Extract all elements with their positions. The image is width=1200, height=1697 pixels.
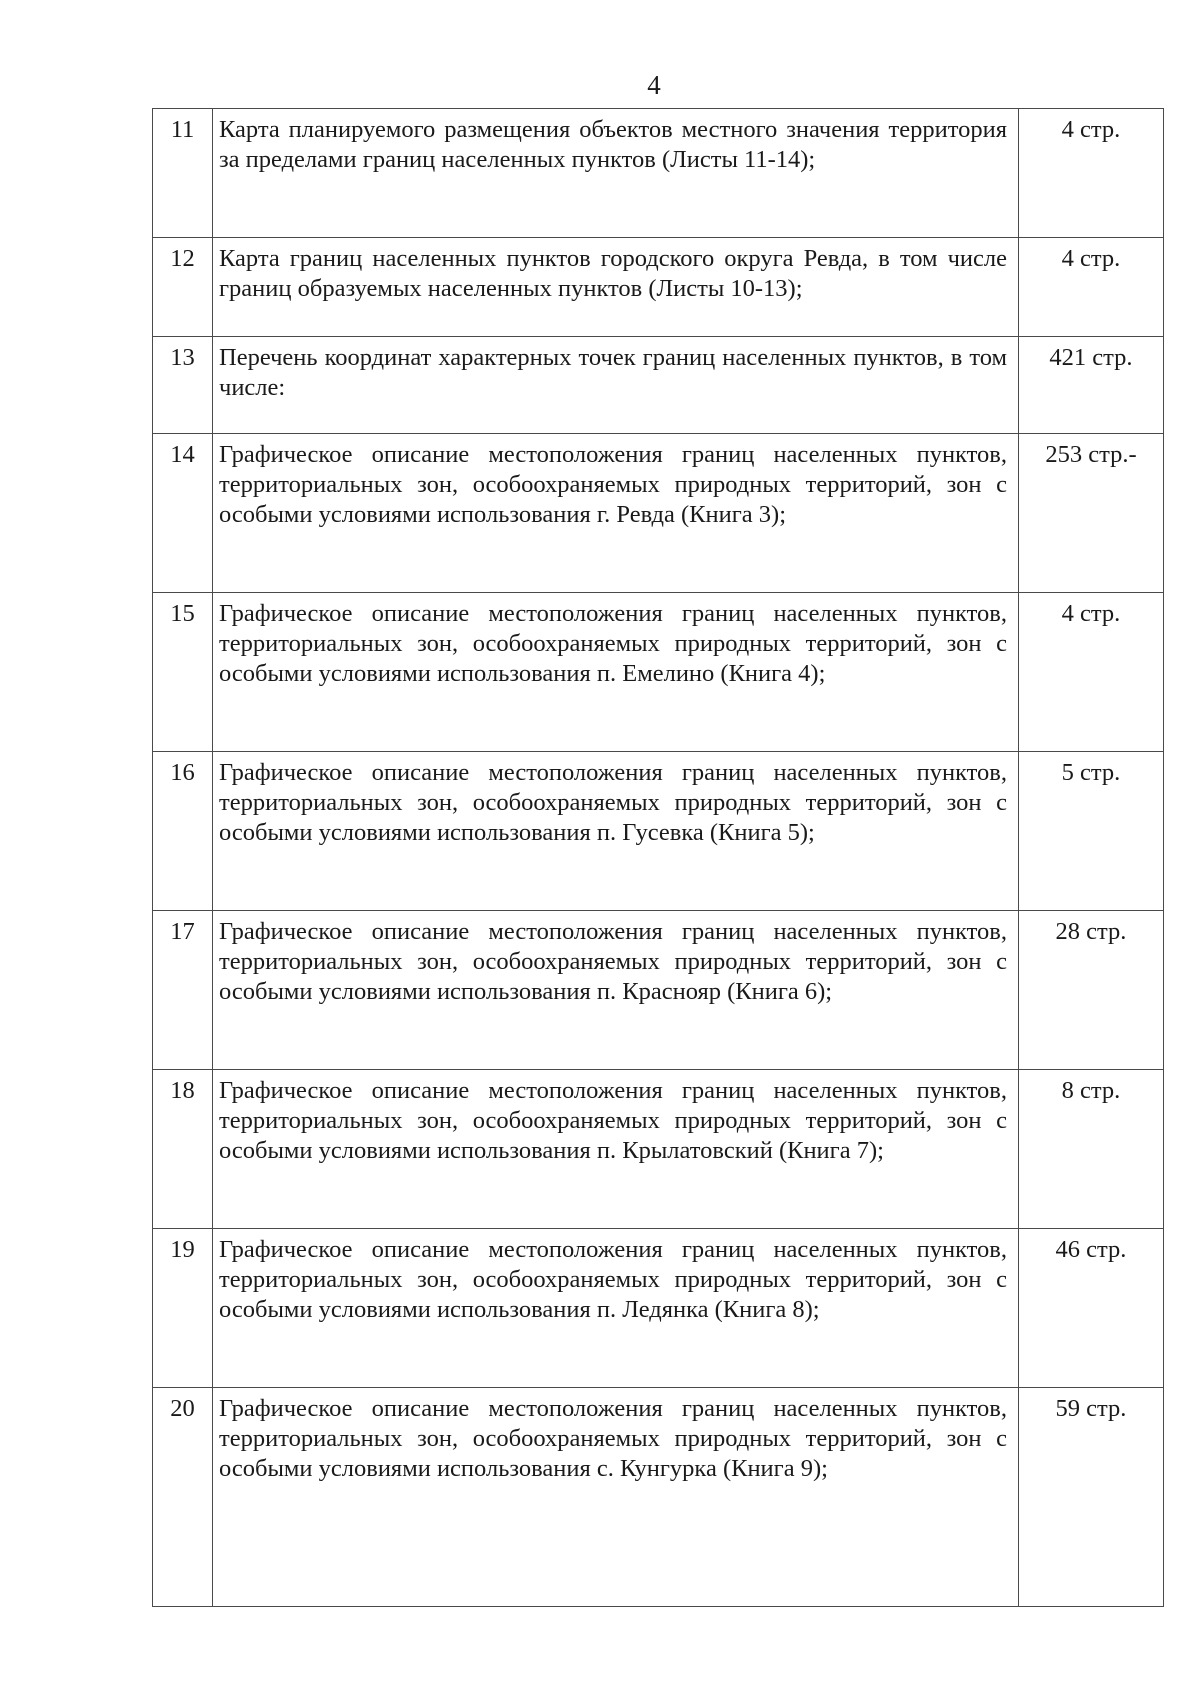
table-row [153, 911, 1164, 1070]
row-page-count: 46 стр. [1019, 1229, 1164, 1388]
row-description: Графическое описание местоположения границ населенных пунктов, территориальных зон, особоохраняемых природных территорий, зон с особыми условиями использования п. Крылатовский (Книга 7); [213, 1070, 1019, 1229]
row-description: Графическое описание местоположения границ населенных пунктов, территориальных зон, особоохраняемых природных территорий, зон с особыми условиями использования п. Ледянка (Книга 8); [213, 1229, 1019, 1388]
row-page-count: 421 стр. [1019, 337, 1164, 434]
row-description: Перечень координат характерных точек границ населенных пунктов, в том числе: [213, 337, 1019, 434]
table-row [153, 238, 1164, 337]
row-page-count: 5 стр. [1019, 752, 1164, 911]
row-number: 16 [153, 752, 213, 911]
row-description: Карта границ населенных пунктов городского округа Ревда, в том числе границ образуемых населенных пунктов (Листы 10-13); [213, 238, 1019, 337]
page-number: 4 [647, 70, 661, 100]
table-row [153, 434, 1164, 593]
table-row [153, 1388, 1164, 1607]
table-row [153, 337, 1164, 434]
document-table [152, 108, 1164, 1607]
table-row [153, 1070, 1164, 1229]
row-page-count: 4 стр. [1019, 238, 1164, 337]
row-number: 12 [153, 238, 213, 337]
row-description: Графическое описание местоположения границ населенных пунктов, территориальных зон, особоохраняемых природных территорий, зон с особыми условиями использования п. Емелино (Книга 4); [213, 593, 1019, 752]
row-page-count: 4 стр. [1019, 109, 1164, 238]
row-description: Графическое описание местоположения границ населенных пунктов, территориальных зон, особоохраняемых природных территорий, зон с особыми условиями использования п. Гусевка (Книга 5); [213, 752, 1019, 911]
row-number: 20 [153, 1388, 213, 1607]
row-number: 18 [153, 1070, 213, 1229]
row-description: Графическое описание местоположения границ населенных пунктов, территориальных зон, особоохраняемых природных территорий, зон с особыми условиями использования с. Кунгурка (Книга 9); [213, 1388, 1019, 1607]
row-number: 11 [153, 109, 213, 238]
table-row [153, 593, 1164, 752]
table-row [153, 752, 1164, 911]
table-row [153, 1229, 1164, 1388]
row-number: 14 [153, 434, 213, 593]
row-description: Карта планируемого размещения объектов местного значения территория за пределами границ населенных пунктов (Листы 11-14); [213, 109, 1019, 238]
row-description: Графическое описание местоположения границ населенных пунктов, территориальных зон, особоохраняемых природных территорий, зон с особыми условиями использования п. Краснояр (Книга 6); [213, 911, 1019, 1070]
row-number: 15 [153, 593, 213, 752]
row-page-count: 253 стр.- [1019, 434, 1164, 593]
row-number: 17 [153, 911, 213, 1070]
row-description: Графическое описание местоположения границ населенных пунктов, территориальных зон, особоохраняемых природных территорий, зон с особыми условиями использования г. Ревда (Книга 3); [213, 434, 1019, 593]
table-row [153, 109, 1164, 238]
row-page-count: 28 стр. [1019, 911, 1164, 1070]
row-number: 13 [153, 337, 213, 434]
row-page-count: 8 стр. [1019, 1070, 1164, 1229]
row-number: 19 [153, 1229, 213, 1388]
row-page-count: 59 стр. [1019, 1388, 1164, 1607]
row-page-count: 4 стр. [1019, 593, 1164, 752]
